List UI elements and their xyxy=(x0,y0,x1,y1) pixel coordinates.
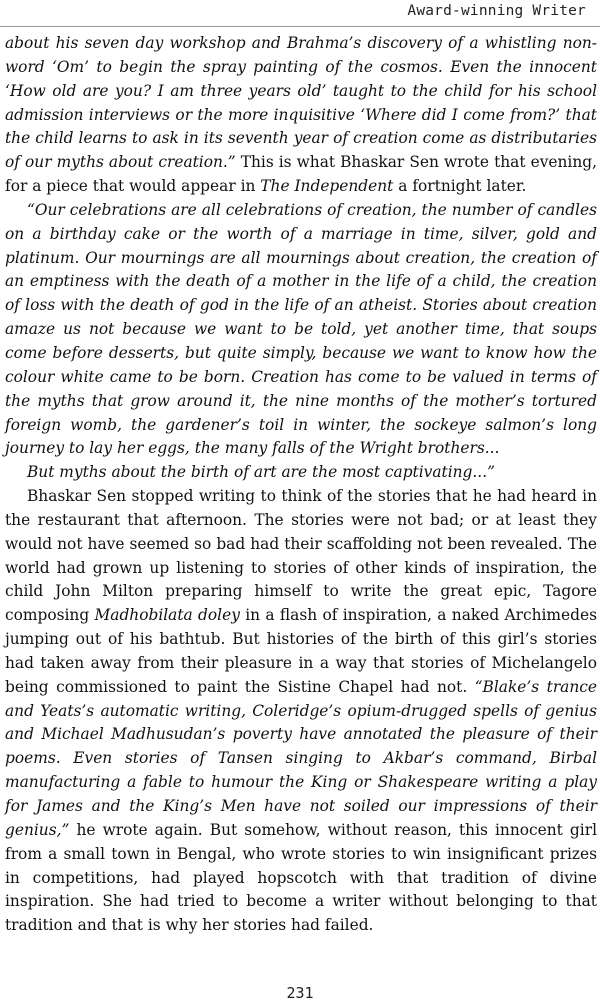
text-run: he wrote again. But somehow, without reason, this innocent girl from a small town in Bengal, who wrote stories to win insignificant prizes in competitions, had played hopscotch with that tradition of divine inspiration. She had tried to become a writer without belonging to that tradition and that is why her stories had failed. xyxy=(5,820,597,935)
paragraph xyxy=(5,32,597,199)
italic-run: “Blake’s trance and Yeats’s automatic writing, Coleridge’s opium-drugged spells of genius and Michael Madhusudan’s poverty have annotated the pleasure of their poems. Even stories of Tansen singing to Akbar’s command, Birbal manufacturing a fable to humour the King or Shakespeare writing a play for James and the King’s Men have not soiled our impressions of their genius,” xyxy=(5,677,597,839)
italic-run: Madhobilata doley xyxy=(94,606,240,625)
header-rule xyxy=(0,26,600,27)
running-head: Award-winning Writer xyxy=(407,3,586,19)
text-run: Bhaskar Sen stopped writing to think of the stories that he had heard in the restaurant that afternoon. The stories were not bad; or at least they would not have seemed so bad had their scaffolding not been revealed. The world had grown up listening to stories of other kinds of inspiration, the child John Milton preparing himself to write the great epic, Tagore composing xyxy=(5,487,597,625)
page-number: 231 xyxy=(286,984,314,1002)
paragraph xyxy=(5,199,597,461)
body-text xyxy=(5,32,597,938)
paragraph xyxy=(5,461,597,485)
text-run: a fortnight later. xyxy=(393,177,527,196)
italic-run: But myths about the birth of art are the most captivating...” xyxy=(27,463,495,482)
text-run: This is what Bhaskar Sen wrote that evening, for a piece that would appear in xyxy=(5,153,597,196)
paragraph xyxy=(5,485,597,938)
italic-run: about his seven day workshop and Brahma’s discovery of a whistling non-word ‘Om’ to begin the spray painting of the cosmos. Even the innocent ‘How old are you? I am three years old’ taught to the child for his school admission interviews or the more inquisitive ‘Where did I come from?’ that the child learns to ask in its seventh year of creation come as distributaries of our myths about creation.” xyxy=(5,34,597,172)
text-run: in a flash of inspiration, a naked Archimedes jumping out of his bathtub. But histories of the birth of this girl’s stories had taken away from their pleasure in a way that stories of Michelangelo being commissioned to paint the Sistine Chapel had not. xyxy=(5,606,597,696)
italic-run: “Our celebrations are all celebrations of creation, the number of candles on a birthday cake or the worth of a marriage in time, silver, gold and platinum. Our mournings are all mournings about creation, the creation of an emptiness with the death of a mother in the life of a child, the creation of loss with the death of god in the life of an atheist. Stories about creation amaze us not because we want to be told, yet another time, that soups come before desserts, but quite simply, because we want to know how the colour white came to be born. Creation has come to be valued in terms of the myths that grow around it, the nine months of the mother’s tortured foreign womb, the gardener’s toil in winter, the sockeye salmon’s long journey to lay her eggs, the many falls of the Wright brothers... xyxy=(5,200,597,458)
italic-run: The Independent xyxy=(260,177,394,196)
